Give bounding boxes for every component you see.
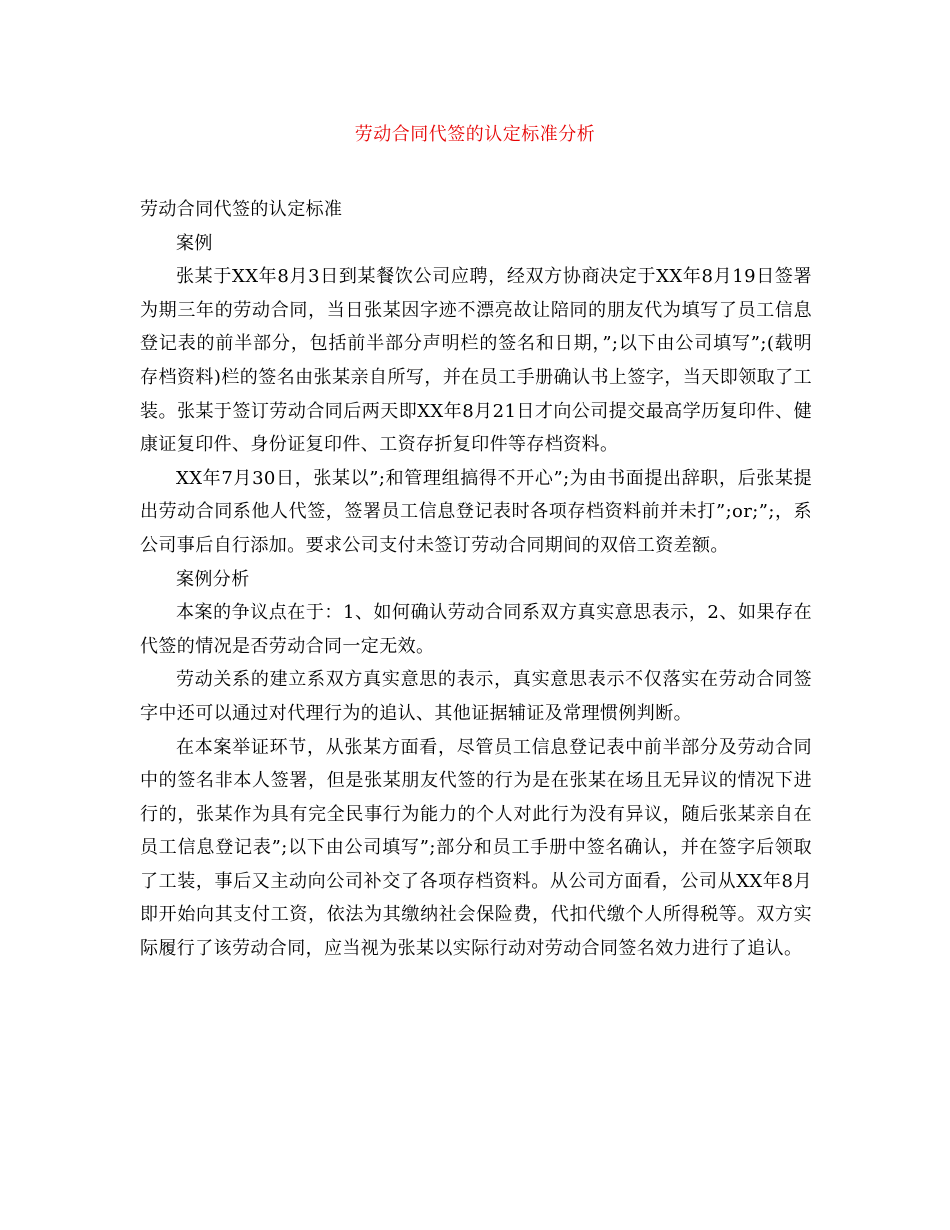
- section-heading: 劳动合同代签的认定标准: [140, 199, 343, 220]
- paragraph-dispute-points: 本案的争议点在于：1、如何确认劳动合同系双方真实意思表示，2、如果存在代签的情况是否劳动合同一定无效。: [140, 602, 812, 657]
- paragraph-labor-relation: 劳动关系的建立系双方真实意思的表示，真实意思表示不仅落实在劳动合同签字中还可以通过对代理行为的追认、其他证据辅证及常理惯例判断。: [140, 669, 812, 724]
- document-title: 劳动合同代签的认定标准分析: [354, 124, 596, 145]
- paragraph-case-facts: 张某于XX年8月3日到某餐饮公司应聘，经双方协商决定于XX年8月19日签署为期三年的劳动合同，当日张某因字迹不漂亮故让陪同的朋友代为填写了员工信息登记表的前半部分，包括前半部分声明栏的签名和日期，”;以下由公司填写”;(载明存档资料)栏的签名由张某亲自所写，并在员工手册确认书上签字，当天即领取了工装。张某于签订劳动合同后两天即XX年8月21日才向公司提交最高学历复印件、健康证复印件、身份证复印件、工资存折复印件等存档资料。: [140, 266, 812, 456]
- document-body: [140, 193, 812, 966]
- paragraph-case-label: 案例: [176, 232, 213, 254]
- paragraph-evidence: 在本案举证环节，从张某方面看，尽管员工信息登记表中前半部分及劳动合同中的签名非本人签署，但是张某朋友代签的行为是在张某在场且无异议的情况下进行的，张某作为具有完全民事行为能力的个人对此行为没有异议，随后张某亲自在员工信息登记表”;以下由公司填写”;部分和员工手册中签名确认，并在签字后领取了工装，事后又主动向公司补交了各项存档资料。从公司方面看，公司从XX年8月即开始向其支付工资，依法为其缴纳社会保险费，代扣代缴个人所得税等。双方实际履行了该劳动合同，应当视为张某以实际行动对劳动合同签名效力进行了追认。: [140, 736, 812, 960]
- paragraph-analysis-label: 案例分析: [176, 568, 250, 590]
- paragraph-resignation: XX年7月30日，张某以”;和管理组搞得不开心”;为由书面提出辞职，后张某提出劳动合同系他人代签，签署员工信息登记表时各项存档资料前并未打”;or;”;，系公司事后自行添加。要求公司支付未签订劳动合同期间的双倍工资差额。: [140, 467, 812, 556]
